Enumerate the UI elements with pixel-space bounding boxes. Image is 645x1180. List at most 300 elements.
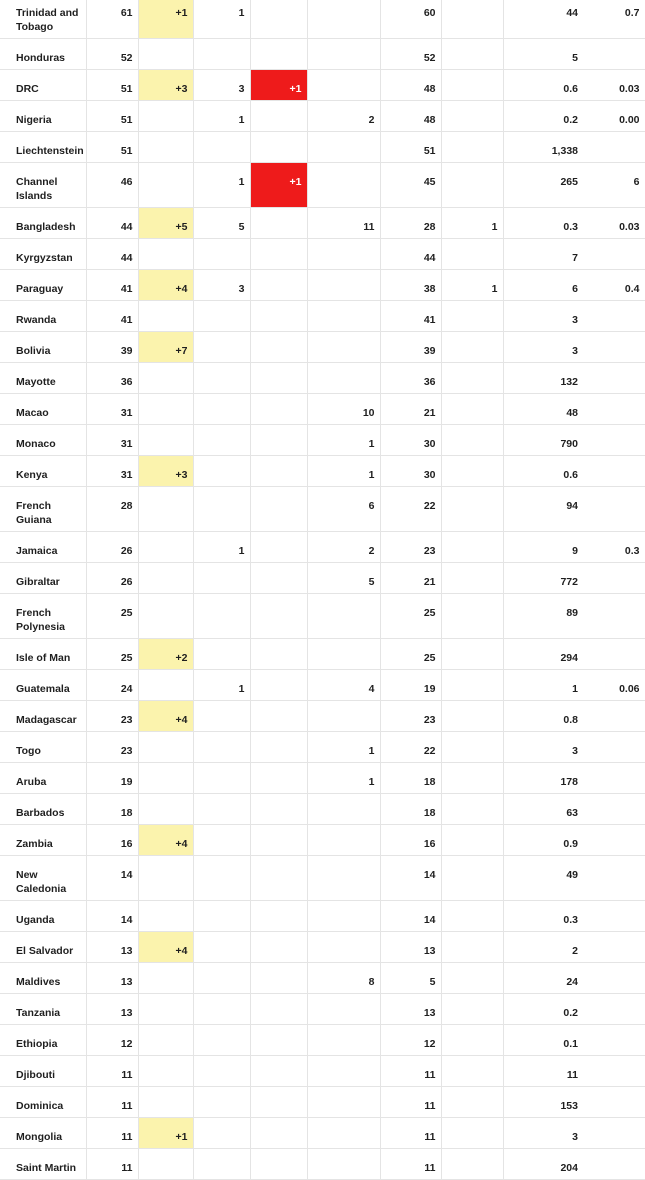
new-deaths-cell: +1	[250, 70, 307, 101]
country-name-cell[interactable]: Ethiopia	[0, 1025, 86, 1056]
new-cases-cell	[138, 425, 193, 456]
total-recovered-cell	[307, 1118, 380, 1149]
new-deaths-cell	[250, 270, 307, 301]
serious-critical-cell	[441, 425, 503, 456]
total-deaths-cell	[193, 732, 250, 763]
total-cases-cell: 11	[86, 1118, 138, 1149]
total-recovered-cell	[307, 932, 380, 963]
country-name-cell[interactable]: Channel Islands	[0, 163, 86, 208]
new-cases-cell: +4	[138, 270, 193, 301]
total-cases-cell: 26	[86, 532, 138, 563]
deaths-per-million-cell	[583, 132, 645, 163]
total-recovered-cell: 11	[307, 208, 380, 239]
table-row	[0, 425, 645, 456]
active-cases-cell: 48	[380, 70, 441, 101]
deaths-per-million-cell	[583, 563, 645, 594]
serious-critical-cell	[441, 670, 503, 701]
deaths-per-million-cell	[583, 363, 645, 394]
new-cases-cell: +4	[138, 825, 193, 856]
total-recovered-cell: 1	[307, 732, 380, 763]
serious-critical-cell	[441, 856, 503, 901]
serious-critical-cell	[441, 487, 503, 532]
deaths-per-million-cell	[583, 1118, 645, 1149]
table-row	[0, 208, 645, 239]
new-cases-cell	[138, 39, 193, 70]
cases-per-million-cell: 0.6	[503, 70, 583, 101]
total-cases-cell: 44	[86, 239, 138, 270]
cases-per-million-cell: 0.1	[503, 1025, 583, 1056]
cases-per-million-cell: 49	[503, 856, 583, 901]
active-cases-cell: 51	[380, 132, 441, 163]
active-cases-cell: 44	[380, 239, 441, 270]
total-deaths-cell	[193, 239, 250, 270]
country-name-cell[interactable]: Maldives	[0, 963, 86, 994]
total-deaths-cell	[193, 1118, 250, 1149]
serious-critical-cell	[441, 732, 503, 763]
table-row	[0, 639, 645, 670]
deaths-per-million-cell: 6	[583, 163, 645, 208]
active-cases-cell: 21	[380, 394, 441, 425]
total-deaths-cell: 1	[193, 670, 250, 701]
country-name-cell[interactable]: Kenya	[0, 456, 86, 487]
total-recovered-cell	[307, 701, 380, 732]
country-name-cell[interactable]: Rwanda	[0, 301, 86, 332]
new-cases-cell	[138, 101, 193, 132]
total-recovered-cell: 1	[307, 425, 380, 456]
country-name-cell[interactable]: Liechtenstein	[0, 132, 86, 163]
total-recovered-cell: 1	[307, 763, 380, 794]
table-row	[0, 363, 645, 394]
total-cases-cell: 11	[86, 1056, 138, 1087]
total-recovered-cell	[307, 0, 380, 39]
new-deaths-cell	[250, 594, 307, 639]
new-deaths-cell	[250, 132, 307, 163]
total-cases-cell: 13	[86, 994, 138, 1025]
new-deaths-cell	[250, 1025, 307, 1056]
table-row	[0, 794, 645, 825]
total-cases-cell: 26	[86, 563, 138, 594]
table-row	[0, 532, 645, 563]
new-deaths-cell	[250, 732, 307, 763]
active-cases-cell: 11	[380, 1149, 441, 1180]
total-cases-cell: 52	[86, 39, 138, 70]
new-deaths-cell	[250, 301, 307, 332]
new-deaths-cell	[250, 332, 307, 363]
active-cases-cell: 18	[380, 794, 441, 825]
total-cases-cell: 24	[86, 670, 138, 701]
new-deaths-cell	[250, 532, 307, 563]
active-cases-cell: 38	[380, 270, 441, 301]
serious-critical-cell	[441, 901, 503, 932]
active-cases-cell: 30	[380, 456, 441, 487]
new-cases-cell	[138, 763, 193, 794]
table-row	[0, 1056, 645, 1087]
active-cases-cell: 52	[380, 39, 441, 70]
new-cases-cell	[138, 1149, 193, 1180]
table-row	[0, 563, 645, 594]
new-deaths-cell	[250, 701, 307, 732]
total-cases-cell: 44	[86, 208, 138, 239]
table-row	[0, 101, 645, 132]
table-row	[0, 701, 645, 732]
new-cases-cell	[138, 1056, 193, 1087]
table-row	[0, 456, 645, 487]
total-deaths-cell	[193, 132, 250, 163]
active-cases-cell: 14	[380, 901, 441, 932]
new-cases-cell	[138, 732, 193, 763]
cases-per-million-cell: 89	[503, 594, 583, 639]
active-cases-cell: 16	[380, 825, 441, 856]
active-cases-cell: 14	[380, 856, 441, 901]
total-cases-cell: 23	[86, 701, 138, 732]
serious-critical-cell	[441, 363, 503, 394]
cases-per-million-cell: 0.6	[503, 456, 583, 487]
serious-critical-cell	[441, 239, 503, 270]
table-row	[0, 163, 645, 208]
serious-critical-cell	[441, 594, 503, 639]
country-name-cell[interactable]: French Polynesia	[0, 594, 86, 639]
country-name-cell[interactable]: Monaco	[0, 425, 86, 456]
table-row	[0, 994, 645, 1025]
new-deaths-cell	[250, 794, 307, 825]
cases-per-million-cell: 3	[503, 332, 583, 363]
total-recovered-cell	[307, 1087, 380, 1118]
table-row	[0, 70, 645, 101]
table-row	[0, 39, 645, 70]
table-row	[0, 670, 645, 701]
total-recovered-cell: 8	[307, 963, 380, 994]
table-row	[0, 825, 645, 856]
total-deaths-cell	[193, 963, 250, 994]
country-name-cell[interactable]: Tanzania	[0, 994, 86, 1025]
new-cases-cell	[138, 594, 193, 639]
active-cases-cell: 21	[380, 563, 441, 594]
new-deaths-cell	[250, 425, 307, 456]
total-cases-cell: 39	[86, 332, 138, 363]
active-cases-cell: 11	[380, 1056, 441, 1087]
total-cases-cell: 14	[86, 856, 138, 901]
total-cases-cell: 19	[86, 763, 138, 794]
cases-per-million-cell: 0.8	[503, 701, 583, 732]
table-row	[0, 301, 645, 332]
new-cases-cell	[138, 963, 193, 994]
cases-per-million-cell: 0.2	[503, 994, 583, 1025]
deaths-per-million-cell: 0.06	[583, 670, 645, 701]
deaths-per-million-cell	[583, 594, 645, 639]
serious-critical-cell	[441, 301, 503, 332]
country-name-cell[interactable]: Kyrgyzstan	[0, 239, 86, 270]
table-row	[0, 901, 645, 932]
new-cases-cell	[138, 394, 193, 425]
total-recovered-cell	[307, 70, 380, 101]
table-row	[0, 239, 645, 270]
new-deaths-cell	[250, 563, 307, 594]
country-name-cell[interactable]: New Caledonia	[0, 856, 86, 901]
serious-critical-cell	[441, 994, 503, 1025]
deaths-per-million-cell	[583, 763, 645, 794]
table-row	[0, 963, 645, 994]
total-cases-cell: 31	[86, 456, 138, 487]
deaths-per-million-cell	[583, 456, 645, 487]
new-cases-cell	[138, 301, 193, 332]
country-name-cell[interactable]: DRC	[0, 70, 86, 101]
new-cases-cell: +1	[138, 1118, 193, 1149]
active-cases-cell: 18	[380, 763, 441, 794]
country-name-cell[interactable]: Aruba	[0, 763, 86, 794]
active-cases-cell: 45	[380, 163, 441, 208]
country-name-cell[interactable]: Mayotte	[0, 363, 86, 394]
new-deaths-cell	[250, 763, 307, 794]
total-recovered-cell	[307, 1149, 380, 1180]
total-deaths-cell	[193, 1149, 250, 1180]
total-recovered-cell: 2	[307, 532, 380, 563]
cases-per-million-cell: 772	[503, 563, 583, 594]
serious-critical-cell	[441, 1056, 503, 1087]
country-name-cell[interactable]: Dominica	[0, 1087, 86, 1118]
new-cases-cell	[138, 132, 193, 163]
total-deaths-cell	[193, 701, 250, 732]
serious-critical-cell	[441, 701, 503, 732]
total-deaths-cell: 1	[193, 532, 250, 563]
new-cases-cell: +4	[138, 932, 193, 963]
new-deaths-cell	[250, 239, 307, 270]
country-name-cell[interactable]: Bangladesh	[0, 208, 86, 239]
deaths-per-million-cell	[583, 487, 645, 532]
total-deaths-cell	[193, 487, 250, 532]
total-cases-cell: 28	[86, 487, 138, 532]
country-name-cell[interactable]: El Salvador	[0, 932, 86, 963]
total-cases-cell: 16	[86, 825, 138, 856]
serious-critical-cell: 1	[441, 208, 503, 239]
total-deaths-cell: 5	[193, 208, 250, 239]
total-deaths-cell	[193, 932, 250, 963]
total-cases-cell: 31	[86, 394, 138, 425]
total-deaths-cell	[193, 901, 250, 932]
new-cases-cell: +3	[138, 456, 193, 487]
cases-per-million-cell: 0.3	[503, 901, 583, 932]
total-recovered-cell: 1	[307, 456, 380, 487]
total-recovered-cell	[307, 332, 380, 363]
new-deaths-cell	[250, 101, 307, 132]
new-cases-cell	[138, 487, 193, 532]
total-deaths-cell	[193, 394, 250, 425]
active-cases-cell: 41	[380, 301, 441, 332]
new-cases-cell	[138, 163, 193, 208]
new-deaths-cell	[250, 208, 307, 239]
total-recovered-cell	[307, 856, 380, 901]
cases-per-million-cell: 48	[503, 394, 583, 425]
new-deaths-cell	[250, 825, 307, 856]
active-cases-cell: 5	[380, 963, 441, 994]
deaths-per-million-cell	[583, 394, 645, 425]
total-recovered-cell	[307, 163, 380, 208]
new-cases-cell	[138, 239, 193, 270]
table-row	[0, 732, 645, 763]
serious-critical-cell	[441, 794, 503, 825]
total-cases-cell: 25	[86, 594, 138, 639]
total-cases-cell: 61	[86, 0, 138, 39]
serious-critical-cell	[441, 1025, 503, 1056]
active-cases-cell: 36	[380, 363, 441, 394]
table-row	[0, 1118, 645, 1149]
cases-per-million-cell: 153	[503, 1087, 583, 1118]
country-name-cell[interactable]: Togo	[0, 732, 86, 763]
total-deaths-cell	[193, 39, 250, 70]
deaths-per-million-cell	[583, 732, 645, 763]
serious-critical-cell	[441, 1087, 503, 1118]
cases-per-million-cell: 265	[503, 163, 583, 208]
total-cases-cell: 51	[86, 101, 138, 132]
cases-per-million-cell: 6	[503, 270, 583, 301]
cases-per-million-cell: 3	[503, 732, 583, 763]
total-deaths-cell	[193, 1025, 250, 1056]
deaths-per-million-cell	[583, 794, 645, 825]
deaths-per-million-cell	[583, 1087, 645, 1118]
country-name-cell[interactable]: Paraguay	[0, 270, 86, 301]
country-name-cell[interactable]: Djibouti	[0, 1056, 86, 1087]
country-name-cell[interactable]: Mongolia	[0, 1118, 86, 1149]
deaths-per-million-cell	[583, 239, 645, 270]
new-cases-cell	[138, 1025, 193, 1056]
cases-per-million-cell: 9	[503, 532, 583, 563]
new-deaths-cell	[250, 363, 307, 394]
country-name-cell[interactable]: Saint Martin	[0, 1149, 86, 1180]
table-row	[0, 270, 645, 301]
serious-critical-cell	[441, 39, 503, 70]
serious-critical-cell	[441, 763, 503, 794]
total-cases-cell: 11	[86, 1087, 138, 1118]
deaths-per-million-cell	[583, 332, 645, 363]
deaths-per-million-cell: 0.03	[583, 70, 645, 101]
deaths-per-million-cell	[583, 639, 645, 670]
cases-per-million-cell: 204	[503, 1149, 583, 1180]
table-row	[0, 1149, 645, 1180]
new-cases-cell	[138, 794, 193, 825]
new-deaths-cell: +1	[250, 163, 307, 208]
table-row	[0, 394, 645, 425]
cases-per-million-cell: 94	[503, 487, 583, 532]
table-row	[0, 763, 645, 794]
deaths-per-million-cell	[583, 856, 645, 901]
total-deaths-cell	[193, 856, 250, 901]
new-deaths-cell	[250, 456, 307, 487]
cases-per-million-cell: 0.3	[503, 208, 583, 239]
deaths-per-million-cell	[583, 963, 645, 994]
country-name-cell[interactable]: French Guiana	[0, 487, 86, 532]
new-cases-cell: +3	[138, 70, 193, 101]
total-recovered-cell	[307, 594, 380, 639]
table-row	[0, 132, 645, 163]
total-deaths-cell	[193, 794, 250, 825]
table-row	[0, 1025, 645, 1056]
serious-critical-cell	[441, 563, 503, 594]
total-deaths-cell	[193, 332, 250, 363]
total-cases-cell: 36	[86, 363, 138, 394]
deaths-per-million-cell	[583, 994, 645, 1025]
cases-per-million-cell: 44	[503, 0, 583, 39]
new-cases-cell	[138, 532, 193, 563]
cases-per-million-cell: 132	[503, 363, 583, 394]
total-deaths-cell: 1	[193, 163, 250, 208]
total-recovered-cell	[307, 1056, 380, 1087]
cases-per-million-cell: 3	[503, 301, 583, 332]
deaths-per-million-cell	[583, 301, 645, 332]
country-name-cell[interactable]: Macao	[0, 394, 86, 425]
new-cases-cell	[138, 1087, 193, 1118]
total-cases-cell: 18	[86, 794, 138, 825]
active-cases-cell: 13	[380, 932, 441, 963]
total-deaths-cell	[193, 763, 250, 794]
country-name-cell[interactable]: Honduras	[0, 39, 86, 70]
table-row	[0, 856, 645, 901]
total-cases-cell: 14	[86, 901, 138, 932]
serious-critical-cell	[441, 963, 503, 994]
new-deaths-cell	[250, 39, 307, 70]
total-cases-cell: 51	[86, 132, 138, 163]
country-name-cell[interactable]: Isle of Man	[0, 639, 86, 670]
new-deaths-cell	[250, 901, 307, 932]
country-name-cell[interactable]: Zambia	[0, 825, 86, 856]
new-deaths-cell	[250, 394, 307, 425]
table-row	[0, 487, 645, 532]
new-cases-cell	[138, 363, 193, 394]
active-cases-cell: 13	[380, 994, 441, 1025]
cases-per-million-cell: 3	[503, 1118, 583, 1149]
total-recovered-cell	[307, 794, 380, 825]
active-cases-cell: 23	[380, 532, 441, 563]
country-name-cell[interactable]: Guatemala	[0, 670, 86, 701]
total-deaths-cell	[193, 639, 250, 670]
country-name-cell[interactable]: Uganda	[0, 901, 86, 932]
total-recovered-cell	[307, 825, 380, 856]
total-cases-cell: 51	[86, 70, 138, 101]
country-name-cell[interactable]: Jamaica	[0, 532, 86, 563]
cases-per-million-cell: 178	[503, 763, 583, 794]
country-name-cell[interactable]: Bolivia	[0, 332, 86, 363]
cases-per-million-cell: 63	[503, 794, 583, 825]
table-row	[0, 594, 645, 639]
serious-critical-cell	[441, 332, 503, 363]
serious-critical-cell	[441, 1118, 503, 1149]
serious-critical-cell	[441, 1149, 503, 1180]
deaths-per-million-cell	[583, 1149, 645, 1180]
country-name-cell[interactable]: Trinidad and Tobago	[0, 0, 86, 39]
total-deaths-cell	[193, 594, 250, 639]
cases-per-million-cell: 294	[503, 639, 583, 670]
deaths-per-million-cell: 0.7	[583, 0, 645, 39]
country-name-cell[interactable]: Gibraltar	[0, 563, 86, 594]
total-recovered-cell: 5	[307, 563, 380, 594]
active-cases-cell: 12	[380, 1025, 441, 1056]
new-deaths-cell	[250, 639, 307, 670]
serious-critical-cell	[441, 932, 503, 963]
deaths-per-million-cell: 0.4	[583, 270, 645, 301]
serious-critical-cell	[441, 132, 503, 163]
country-name-cell[interactable]: Barbados	[0, 794, 86, 825]
total-deaths-cell	[193, 363, 250, 394]
new-cases-cell	[138, 856, 193, 901]
country-name-cell[interactable]: Madagascar	[0, 701, 86, 732]
country-name-cell[interactable]: Nigeria	[0, 101, 86, 132]
cases-per-million-cell: 24	[503, 963, 583, 994]
active-cases-cell: 25	[380, 639, 441, 670]
cases-per-million-cell: 790	[503, 425, 583, 456]
total-recovered-cell	[307, 301, 380, 332]
serious-critical-cell	[441, 639, 503, 670]
total-deaths-cell: 3	[193, 270, 250, 301]
total-deaths-cell	[193, 1056, 250, 1087]
new-cases-cell	[138, 563, 193, 594]
